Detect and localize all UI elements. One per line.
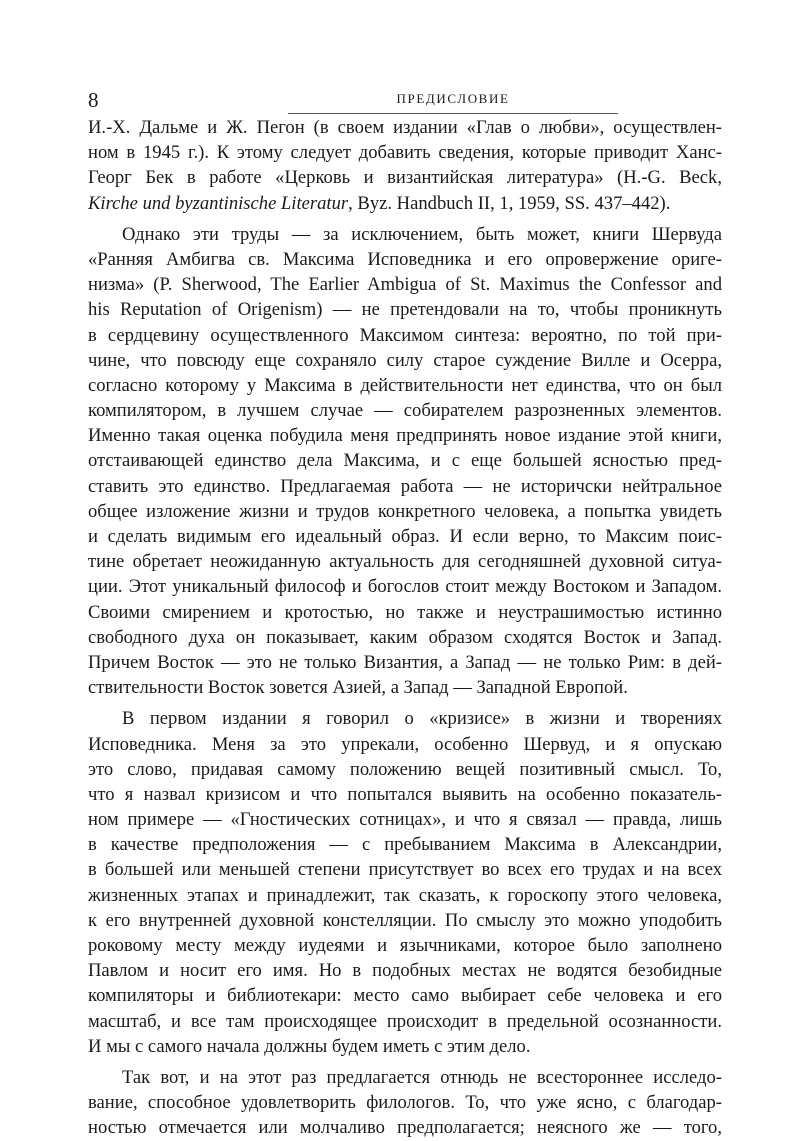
text-line: Именно такая оценка побудила меня предпринять новое издание этой книги, xyxy=(88,425,722,447)
text-line: ствительности Восток зовется Азией, а Запад — Западной Европой. xyxy=(88,677,628,699)
header-rule xyxy=(288,113,618,114)
text-line: В первом издании я говорил о «кризисе» в жизни и творениях xyxy=(122,708,722,730)
text-line: Георг Бек в работе «Церковь и византийская литература» (H.-G. Beck, xyxy=(88,167,722,189)
text-line: «Ранняя Амбигва св. Максима Исповедника и его опровержение ориге- xyxy=(88,248,722,270)
text-line: his Reputation of Origenism) — не претендовали на то, чтобы проникнуть xyxy=(88,299,722,321)
text-line: ностью отмечается или молчаливо предполагается; неясного же — того, xyxy=(88,1117,722,1139)
text-line: масштаб, и все там происходящее происходит в предельной осознанности. xyxy=(88,1010,722,1032)
text-line: жизненных этапах и принадлежит, так сказать, к гороскопу этого человека, xyxy=(88,884,722,906)
text-line: к его внутренней духовной констелляции. По смыслу это можно уподобить xyxy=(88,909,722,931)
text-line: ставить это единство. Предлагаемая работа — не историчски нейтральное xyxy=(88,475,722,497)
book-page xyxy=(88,85,722,1141)
text-line: вание, способное удовлетворить филологов. То, что уже ясно, с благодар- xyxy=(88,1092,722,1114)
text-line: Так вот, и на этот раз предлагается отнюдь не всестороннее исследо- xyxy=(122,1066,722,1088)
text-line: отстаивающей единство дела Максима, и с еще большей ясностью пред- xyxy=(88,450,722,472)
text-line: в большей или меньшей степени присутствует во всех его трудах и на всех xyxy=(88,859,722,881)
text-line: что я назвал кризисом и что попытался выявить на особенно показатель- xyxy=(88,783,722,805)
text-line: согласно которому у Максима в действительности нет единства, что он был xyxy=(88,374,722,396)
text-line: компилятором, в лучшем случае — собирателем разрозненных элементов. xyxy=(88,400,722,422)
paragraph xyxy=(88,1065,722,1141)
text-line: ном в 1945 г.). К этому следует добавить сведения, которые приводит Ханс- xyxy=(88,142,722,164)
paragraph xyxy=(88,222,722,701)
text-line: свободного духа он показывает, каким образом сходятся Восток и Запад. xyxy=(88,626,722,648)
text-line: Kirche und byzantinische Literatur, Byz. Handbuch II, 1, 1959, SS. 437–442). xyxy=(88,192,671,214)
running-head xyxy=(88,85,722,115)
body-text xyxy=(88,115,722,1141)
text-line: это слово, придавая самому положению вещей позитивный смысл. То, xyxy=(88,758,722,780)
text-line: роковому месту между иудеями и язычниками, которое было заполнено xyxy=(88,935,722,956)
text-line: ции. Этот уникальный философ и богослов стоит между Востоком и Западом. xyxy=(88,576,722,598)
text-line: Причем Восток — это не только Византия, а Запад — не только Рим: в дей- xyxy=(88,651,722,673)
text-line: в качестве предположения — с пребыванием Максима в Александрии, xyxy=(88,834,722,856)
text-line: компиляторы и библиотекари: место само выбирает себе человека и его xyxy=(88,985,722,1007)
text-line: И мы с самого начала должны будем иметь с этим дело. xyxy=(88,1035,531,1057)
text-line: ном примере — «Гностических сотницах», и что я связал — правда, лишь xyxy=(88,809,722,831)
text-line: низма» (P. Sherwood, The Earlier Ambigua of St. Maximus the Confessor and xyxy=(88,274,722,296)
paragraph xyxy=(88,706,722,1059)
running-title: ПРЕДИСЛОВИЕ xyxy=(396,91,510,106)
text-line: Павлом и носит его имя. Но в подобных местах не водятся безобидные xyxy=(88,960,722,982)
text-line: Своими смирением и кротостью, но также и неустрашимостью истинно xyxy=(88,601,722,623)
text-line: общее изложение жизни и трудов конкретного человека, а попытка увидеть xyxy=(88,500,722,522)
paragraph xyxy=(88,115,722,216)
text-line: в сердцевину осуществленного Максимом синтеза: вероятно, по той при- xyxy=(88,324,722,346)
page-number: 8 xyxy=(88,88,99,112)
text-line: Исповедника. Меня за это упрекали, особенно Шервуд, и я опускаю xyxy=(88,733,722,755)
text-line: чине, что повсюду еще сохраняло силу старое суждение Вилле и Осерра, xyxy=(88,349,722,371)
text-line: и сделать видимым его идеальный образ. И если верно, то Максим поис- xyxy=(88,526,722,547)
text-line: тине обретает неожиданную актуальность для сегодняшней духовной ситуа- xyxy=(88,551,722,573)
text-line: Однако эти труды — за исключением, быть может, книги Шервуда xyxy=(122,223,722,245)
text-line: И.-Х. Дальме и Ж. Пегон (в своем издании «Глав о любви», осуществлен- xyxy=(88,117,722,138)
